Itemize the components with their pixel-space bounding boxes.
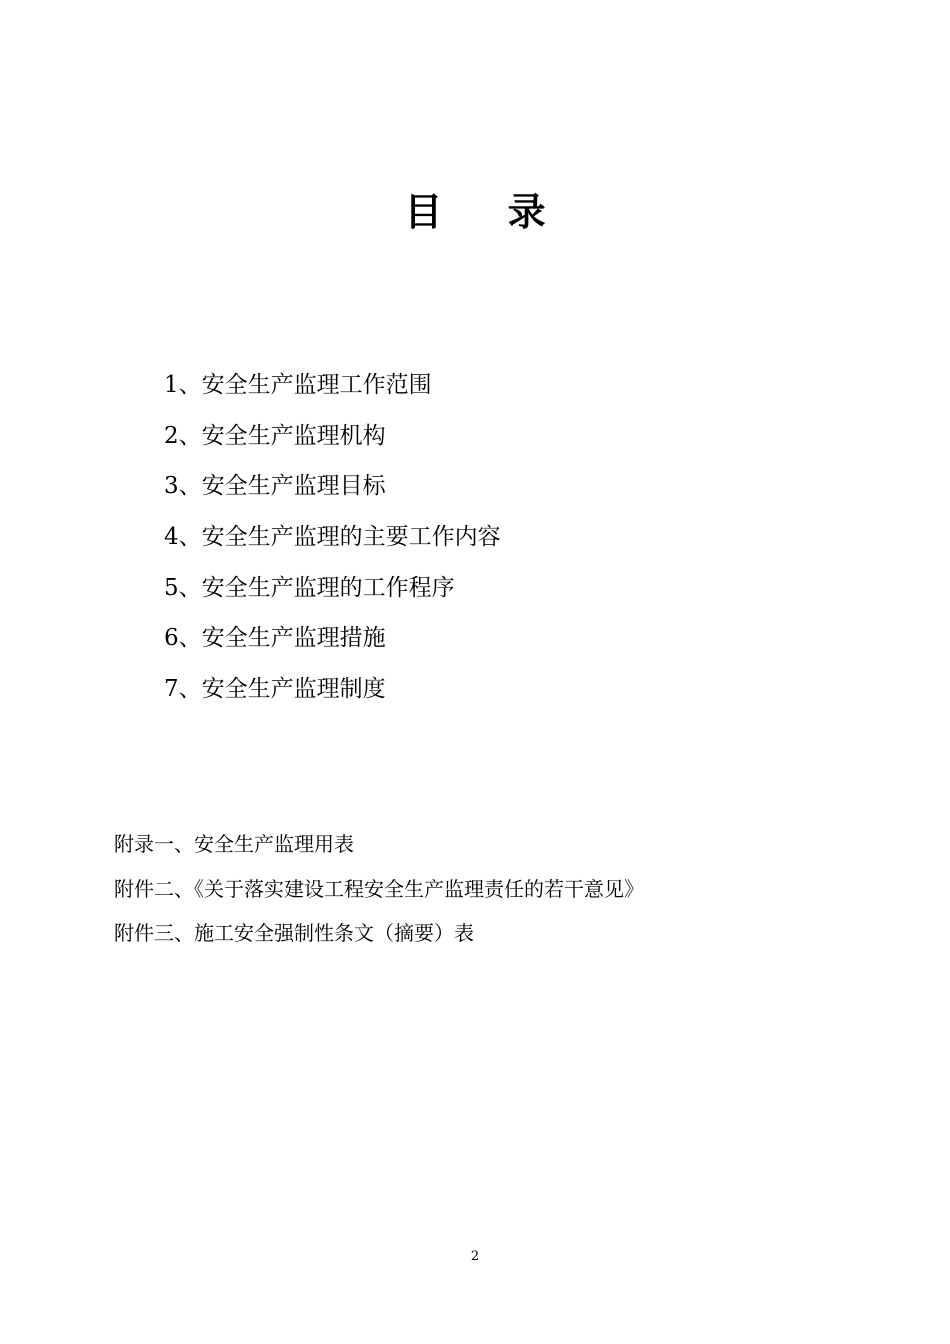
appendix-item: 附件三、施工安全强制性条文（摘要）表 [114,921,474,945]
appendix-list [114,822,644,956]
toc-item: 6、安全生产监理措施 [164,625,386,652]
appendix-item: 附件二、《关于落实建设工程安全生产监理责任的若干意见》 [114,876,644,901]
toc-item: 7、安全生产监理制度 [164,676,386,703]
toc-item: 3、安全生产监理目标 [164,473,386,500]
page-number: 2 [470,1249,480,1264]
toc-item: 4、安全生产监理的主要工作内容 [164,524,501,551]
toc-item: 2、安全生产监理机构 [164,422,386,449]
toc-item: 1、安全生产监理工作范围 [164,372,432,398]
toc-item: 5、安全生产监理的工作程序 [164,574,455,601]
table-of-contents [164,360,501,715]
page-title: 目 录 [404,189,572,234]
appendix-item: 附录一、安全生产监理用表 [114,832,354,856]
